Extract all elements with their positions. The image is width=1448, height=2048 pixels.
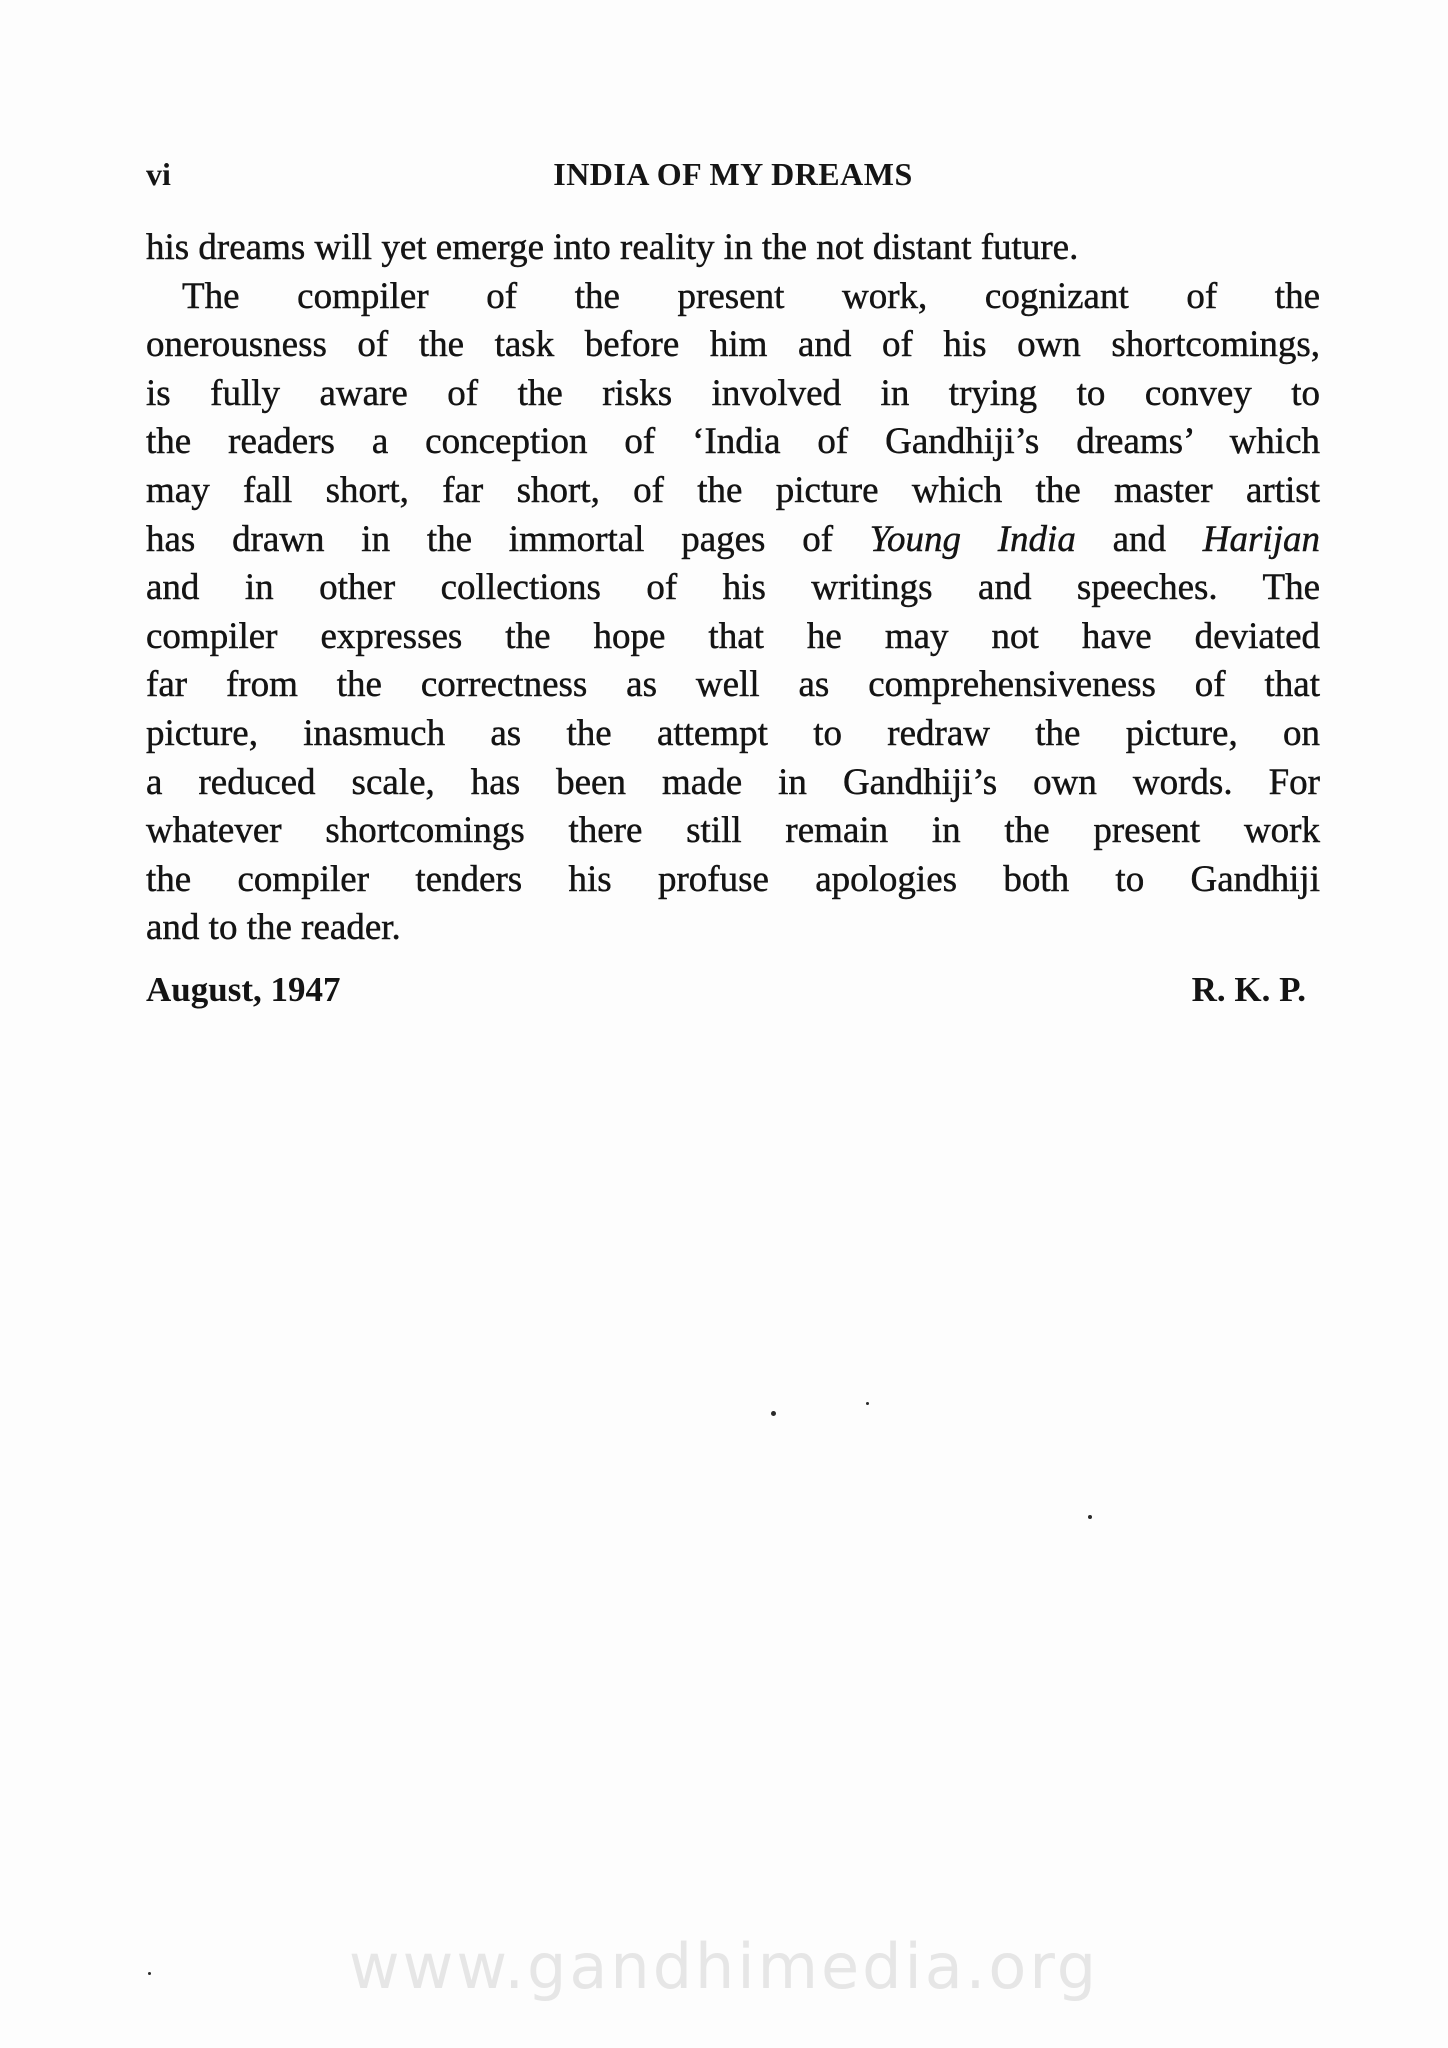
text-line xyxy=(146,661,1320,710)
italic-title: Young India xyxy=(869,518,1076,560)
text-segment: and in other collections of his writings and speeches. The xyxy=(146,567,1320,609)
signoff xyxy=(146,970,1320,1020)
text-segment: compiler expresses the hope that he may not have deviated xyxy=(146,615,1320,657)
running-head xyxy=(146,156,1320,200)
watermark: www.gandhimedia.org xyxy=(348,1930,1100,2003)
text-segment: picture, inasmuch as the attempt to redraw the picture, on xyxy=(146,712,1320,754)
text-line xyxy=(146,904,1320,953)
scan-speck xyxy=(148,1972,151,1975)
text-line xyxy=(146,710,1320,759)
text-line xyxy=(146,564,1320,613)
scan-speck xyxy=(1088,1515,1092,1519)
scan-speck xyxy=(771,1411,776,1416)
text-segment: The compiler of the present work, cognizant of the xyxy=(182,275,1320,317)
text-line xyxy=(146,418,1320,467)
text-line xyxy=(146,224,1320,273)
text-segment: a reduced scale, has been made in Gandhiji’s own words. For xyxy=(146,761,1320,803)
text-line xyxy=(146,759,1320,808)
book-title: INDIA OF MY DREAMS xyxy=(553,156,913,192)
text-segment: the compiler tenders his profuse apologies both to Gandhiji xyxy=(146,858,1320,900)
text-line xyxy=(146,613,1320,662)
text-segment: the readers a conception of ‘India of Gandhiji’s dreams’ which xyxy=(146,421,1320,463)
text-segment: far from the correctness as well as comprehensiveness of that xyxy=(146,664,1320,706)
page-number: vi xyxy=(146,156,171,192)
scan-speck xyxy=(866,1402,869,1405)
text-line xyxy=(146,807,1320,856)
text-segment: his dreams will yet emerge into reality in the not distant future. xyxy=(146,227,1079,268)
signoff-initials: R. K. P. xyxy=(1191,970,1306,1009)
text-segment: and to the reader. xyxy=(146,907,401,949)
text-segment: whatever shortcomings there still remain in the present work xyxy=(146,810,1320,852)
text-segment: onerousness of the task before him and of his own shortcomings, xyxy=(146,324,1320,366)
text-segment: has drawn in the immortal pages of xyxy=(146,518,870,560)
text-segment: is fully aware of the risks involved in trying to convey to xyxy=(146,372,1320,414)
italic-title: Harijan xyxy=(1202,518,1320,560)
body-text xyxy=(146,224,1320,953)
signoff-date: August, 1947 xyxy=(146,970,341,1009)
text-line xyxy=(146,321,1320,370)
text-line xyxy=(146,467,1320,516)
text-segment: may fall short, far short, of the picture which the master artist xyxy=(146,469,1320,511)
text-line xyxy=(146,370,1320,419)
text-line xyxy=(146,856,1320,905)
text-line xyxy=(146,273,1320,322)
text-line xyxy=(146,516,1320,565)
text-segment: and xyxy=(1075,518,1203,560)
